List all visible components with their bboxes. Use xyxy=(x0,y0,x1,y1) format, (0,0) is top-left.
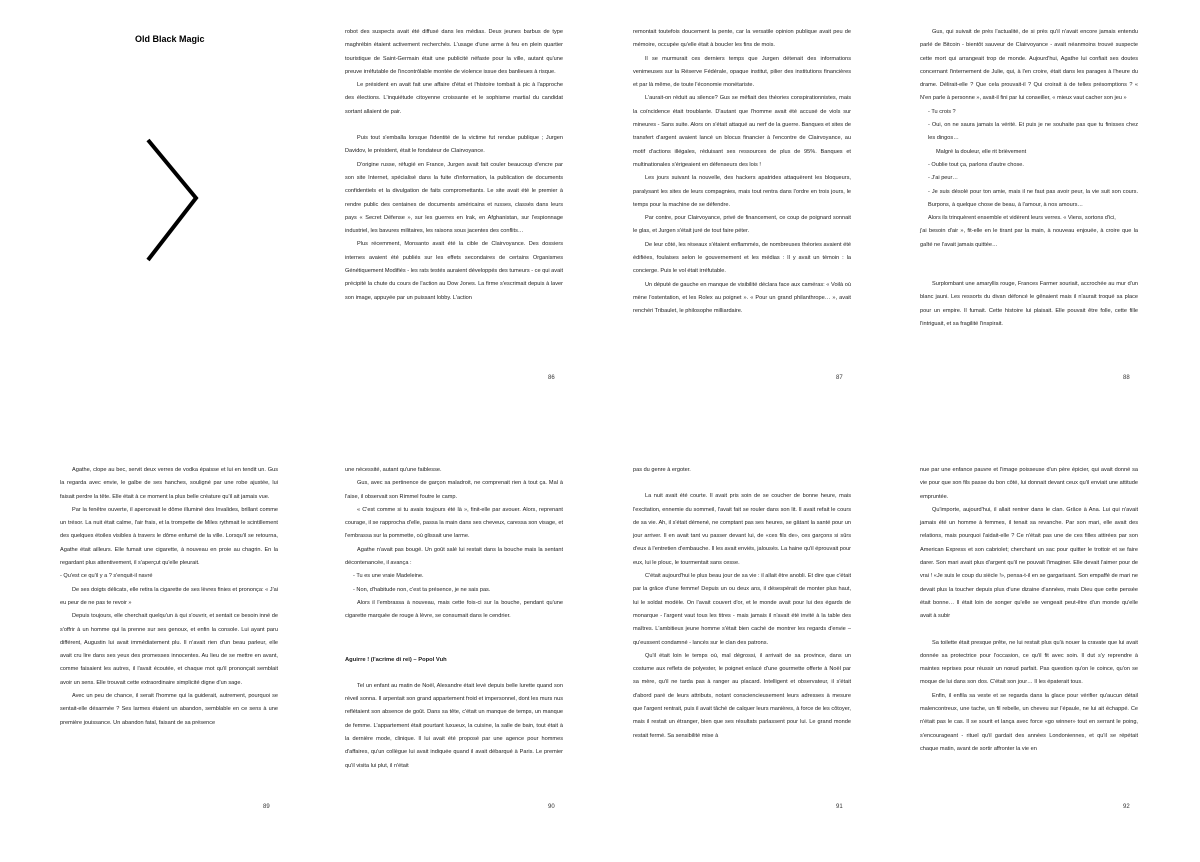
paragraph: Les jours suivant la nouvelle, des hackers apatrides attaquèrent les bloqueurs, paralysant les sites de leurs compagnies, mais tout rentra dans l'ordre en trois jours, le temps pour la machine de se défendre. xyxy=(633,175,851,208)
paragraph: De leur côté, les réseaux s'étaient enflammés, de nombreuses théories avaient été édifiées, foulaises selon le gouvernement et les médias : Il y avait un témoin : la concierge. Puis le vol était irréfutable. xyxy=(633,241,851,275)
paragraph: Agathe n'avait pas bougé. Un goût salé lui restait dans la bouche mais la sentant décontenancée, il avança : xyxy=(345,546,563,567)
dialogue-line: Alors ils trinquèrent ensemble et vidèrent leurs verres. « Viens, sortons d'ici, xyxy=(928,215,1116,222)
paragraph: nue par une enfance pauvre et l'image poisseuse d'un père épicier, qui avait donné sa vie pour que son fils passe du bon côté, lui donnait devant ceux qu'il enviait une attitude empruntée. xyxy=(920,467,1138,500)
page-90 xyxy=(300,438,600,862)
paragraph: C'était aujourd'hui le plus beau jour de sa vie : il allait être anobli. Et dire que c'était par la grâce d'une femme! Depuis un ou deux ans, il désespérait de monter plus haut, lui le soldat modèle. On l'avait couvert d'or, et le monde avait pour lui des égards de monarque - l'argent vaut tous les titres - mais jamais il n'avait été invité à la table des maîtres. L'ambitieux jeune homme s'était bien caché de montrer les regards d'envie – qu'eussent condamné - lancés sur le clan des patrons. xyxy=(633,573,851,646)
dialogue-line: - J'ai peur… xyxy=(928,175,958,182)
page-92 xyxy=(875,438,1175,862)
paragraph: une nécessité, autant qu'une faiblesse. xyxy=(345,467,442,473)
dialogue-line: - Tu crois ? xyxy=(928,108,956,115)
paragraph: Avec un peu de chance, il serait l'homme qui la guiderait, autrement, pourquoi se sentait-elle désarmée ? Ses larmes étaient un abandon, semblable en ce sens à une première jouissance. Un abandon fatal, faisant de sa présence xyxy=(60,693,278,726)
dialogue-line: - Oui, on ne saura jamais la vérité. Et puis je ne souhaite pas que tu finisses chez les dingos… xyxy=(928,122,1138,142)
dialogue-line: - Oublie tout ça, parlons d'autre chose. xyxy=(928,161,1024,168)
paragraph: Surplombant une amaryllis rouge, Frances Farmer souriait, accrochée au mur d'un blanc jauni. Les ressorts du divan défoncé le gênaient mais il n'aurait troqué sa place pour un empire. Il fumait. Cette histoire lui plaisait. Elle pouvait être folle, cette fille l'intriguait, et sa fragilité l'inspirait. xyxy=(920,281,1138,327)
paragraph: Il se murmurait ces derniers temps que Jurgen détenait des informations venimeuses sur la Réserve Fédérale, opaque institut, pilier des institutions financières et par là même, de toute l'économie monétariste. xyxy=(633,55,851,89)
paragraph: Puis tout s'emballa lorsque l'identité de la victime fut rendue publique ; Jurgen Davidov, le président, était le fondateur de Clairvoyance. xyxy=(345,135,563,155)
dialogue-line: - Je suis désolé pour ton amie, mais il ne faut pas avoir peur, la vie suit son cours. Burpons, à quelque chose de beau, à l'amour, à nos amours… xyxy=(928,188,1138,208)
paragraph: Un député de gauche en manque de visibilité déclara face aux caméras: « Voilà où mène l'ostentation, et les Rolex au poignet ». « Pour un grand philanthrope… », avait renchéri Tribaulet, le philosophe milliardaire. xyxy=(633,281,851,315)
paragraph: Enfin, il enfila sa veste et se regarda dans la glace pour vérifier qu'aucun détail malencontreux, une tache, un fil rebelle, un cheveu sur l'épaule, ne lui ait échappé. Ce n'était pas le cas. Il se sourit et lança avec force «go winner» tout en serrant le poing, s'encourageant - rituel qu'il gardait des années Londoniennes, et qu'il se répétait chaque matin, avant de sortir affronter la vie en xyxy=(920,692,1138,752)
paragraph: Alors il l'embrassa à nouveau, mais cette fois-ci sur la bouche, pendant qu'une cigarette marquée de rouge à lèvre, se consumait dans le cendrier. xyxy=(345,599,563,620)
paragraph: La nuit avait été courte. Il avait pris soin de se coucher de bonne heure, mais l'excitation, ennemie du sommeil, l'avait fait se rouler dans son lit. Il avait refait le cours de sa vie. Ah, il s'était démené, ne comptant pas ses heures, se gâtant la santé pour un jour arriver. Il en avait tant vu passer devant lui, de «ces fils de», ces garçons si sûrs d'eux à l'entretien d'embauche. Il les avait enviés, jalousés. La haine qu'il éprouvait pour eux, lui le plouc, le tourmentait sans cesse. xyxy=(633,493,851,566)
paragraph: Agathe, clope au bec, servit deux verres de vodka épaisse et lui en tendit un. Gus la regarda avec envie, le galbe de ses hanches, souligné par une robe ajustée, lui faisait perdre la tête. Elle était à ce moment la plus belle créature qu'il ait jamais vue. xyxy=(60,467,278,500)
paragraph: remontait toutefois doucement la pente, car la versatile opinion publique avait peu de mémoire, occupée qu'elle était à boucler les fins de mois. xyxy=(633,29,851,49)
page-number: 89 xyxy=(263,804,270,810)
paragraph: Par la fenêtre ouverte, il apercevait le dôme illuminé des Invalides, brillant comme un trésor. La nuit était calme, l'air frais, et la trompette de Miles rythmait le scintillement des quelques étoiles visibles à travers le dôme enfumé de la ville. Lorsqu'il se retourna, Agathe était ailleurs. Elle fumait une cigarette, à nouveau en proie au chagrin. En la regardant plus attentivement, il s'aperçut qu'elle pleurait. xyxy=(60,506,278,567)
paragraph: D'origine russe, réfugié en France, Jurgen avait fait couler beaucoup d'encre par son site Internet, spécialisé dans la fuite d'information, la publication de documents confidentiels et la divulgation de faits compromettants. Le site avait été le premier à rendre public des centaines de documents américains et russes, classés dans leurs pays « Secret Défense », sur les guerres en Irak, en Afghanistan, sur l'espionnage industriel, les bavures militaires, les raisons sous jacentes des conflits… xyxy=(345,161,563,235)
paragraph: Depuis toujours, elle cherchait quelqu'un à qui s'ouvrir, et sentait ce besoin inné de s'offrir à un homme qui la prenne sur ses genoux, et enfin la console. Lui ayant paru différent, Augustin lui avait immédiatement plu. Il n'avait rien d'un beau parleur, elle avait cru lire dans ses yeux des promesses innocentes. Au lieu de se mettre en avant, comme faisaient les autres, il l'avait écoutée, et chaque mot qu'il prononçait semblait avoir un sens. Elle trouvait cette extraordinaire simplicité digne d'un sage. xyxy=(60,613,278,686)
book-title: Old Black Magic xyxy=(135,34,205,44)
page-number: 87 xyxy=(836,375,843,381)
page-number: 92 xyxy=(1123,804,1130,810)
paragraph: « C'est comme si tu avais toujours été là », finit-elle par avouer. Alors, reprenant courage, il se rapprocha d'elle, passa la main dans ses cheveux, caressa son visage, et l'embrassa sur la pommette, où glissait une larme. xyxy=(345,506,563,540)
paragraph: Par contre, pour Clairvoyance, privé de financement, ce coup de poignard sonnait le glas, et Jurgen s'était juré de tout faire péter. xyxy=(633,215,851,235)
paragraph: Qu'importe, aujourd'hui, il allait rentrer dans le clan. Grâce à Ana. Lui qui n'avait jamais été un homme à femmes, il tenait sa revanche. Par son mari, elle avait des relations, mais pourquoi l'aidait-elle ? Ce n'était pas une de ces filles attirées par son American Express et son cabriolet; cherchant un sac pour quitter le trottoir et se faire darer. Son mari avait plus d'argent qu'il ne pouvait l'imaginer. Elle devait l'aimer pour de vrai ! «Je suis le coup du siècle !», pensa-t-il en se gargarisant. Son empaffé de mari ne devait plus la toucher depuis plus d'une dizaine d'années, mais Dieu que cette pensée était bonne… Il était loin de songer qu'elle se vengeait peut-être d'un monde qu'elle avait à subir xyxy=(920,506,1138,620)
dialogue-line: Malgré la douleur, elle rit brièvement xyxy=(936,148,1027,155)
dialogue-line: - Non, d'habitude non, c'est ta présence, je ne sais pas. xyxy=(353,586,491,593)
page-number: 90 xyxy=(548,804,555,810)
paragraph: Qu'il était loin le temps où, mal dégrossi, il arrivait de sa province, dans un costume aux reflets de polyester, le poignet enlacé d'une gourmette offerte à Noël par sa mère, qu'il ne tarda pas à ranger au placard. Intelligent et observateur, il s'était d'abord paré de leurs attributs, notant consciencieusement leurs adresses à mesure que l'argent rentrait, puis il avait tâché de calquer leurs manières, à force de les côtoyer, mais il restait un étranger, bien que ses résultats parlassent pour lui. Le grand monde restait fermé. Sa sensibilité mise à xyxy=(633,652,851,739)
dialogue-line: - Qu'est ce qu'il y a ? s'enquit-il navré xyxy=(60,573,153,580)
paragraph: pas du genre à ergoter. xyxy=(633,467,691,473)
paragraph: Gus, qui suivait de près l'actualité, de si près qu'il n'avait encore jamais entendu parlé de Bitcoin - bientôt sauveur de Clairvoyance - avait néanmoins trouvé suspecte cette mort qui arrangeait trop de monde. Aujourd'hui, Agathe lui confiait ses doutes concernant l'internement de Julie, qui, à l'en croire, était dans les parages à l'heure du drame. Délirait-elle ? Que cela prouvait-il ? Qui croirait à de telles présomptions ? « N'en parle à personne », avait-il fini par lui conseiller, « mieux vaut cacher son jeu » xyxy=(920,29,1138,102)
page-86 xyxy=(300,0,600,424)
paragraph: Le président en avait fait une affaire d'état et l'histoire tombait à pic à l'approche des élections. L'inquiétude citoyenne croissante et le sophisme martial du candidat sortant allaient de pair. xyxy=(345,82,563,115)
dialogue-line: - Tu es une vraie Madeleine. xyxy=(353,573,424,580)
page-89 xyxy=(15,438,315,862)
paragraph: Sa toilette était presque prête, ne lui restait plus qu'à nouer la cravate que lui avait donnée sa protectrice pour l'occasion, ce qu'il fit avec soin. Il dut s'y reprendre à maintes reprises pour réussir un nœud parfait. Pas question qu'on le coince, qu'on se moque de lui dans son dos. C'était son jour… Il les épaterait tous. xyxy=(920,639,1138,686)
paragraph: L'aurait-on réduit au silence? Gus se méfiait des théories conspirationnistes, mais la coïncidence était troublante. D'autant que l'homme avait été accusé de viols sur mineures - Sans suite. Alors on s'était attaqué au nerf de la guerre. Banques et sites de transfert d'argent avaient lancé un blocus financier à l'encontre de Clairvoyance, au motif d'actions illégales, réduisant ses ressources de plus de 95%. Banques et multinationales s'érigeaient en défenseurs des lois ! xyxy=(633,95,851,168)
paragraph: De ses doigts délicats, elle retira la cigarette de ses lèvres finies et prononça: « J'ai eu peur de ne pas te revoir » xyxy=(60,586,278,606)
paragraph: j'ai besoin d'air », fit-elle en le tirant par la main, à nouveau enjouée, à croire que la gaîté ne l'avait jamais quittée… xyxy=(920,228,1138,248)
paragraph: Tel un enfant au matin de Noël, Alexandre était levé depuis belle lurette quand son réveil sonna. Il arpentait son grand appartement froid et impersonnel, dont les murs nus reflétaient son absence de goût. Dans sa tête, c'était un manque de temps, un manque de femme. L'appartement était pourtant luxueux, la cuisine, la salle de bain, tout était à la dernière mode, clinique. Il lui avait été proposé par une agence pour hommes d'affaires, qu'un collègue lui avait indiquée quand il avait débarqué à Paris. Le premier qu'il visita lui plut, il n'était xyxy=(345,682,563,769)
page-91 xyxy=(588,438,888,862)
page-number: 88 xyxy=(1123,375,1130,381)
section-heading: Aguirre ! (l'acrime di rei) – Popol Vuh xyxy=(345,656,447,663)
page-88 xyxy=(875,0,1175,424)
page-number: 86 xyxy=(548,375,555,381)
page-number: 91 xyxy=(836,804,843,810)
paragraph: Plus récemment, Monsanto avait été la cible de Clairvoyance. Des dossiers internes avaient été publiés sur les effets secondaires de certains Organismes Génétiquement Modifiés - les rats testés auraient développés des tumeurs - ce qui avait précipité la chute du cours de l'action au Dow Jones. La firme s'escrimait depuis à laver son image, appuyée par un puissant lobby. L'action xyxy=(345,241,563,301)
paragraph: robot des suspects avait été diffusé dans les médias. Deux jeunes barbus de type maghrébin étaient activement recherchés. L'usage d'une arme à feu en plein quartier touristique de Saint-Germain était une publicité néfaste pour la ville, autant qu'une preuve irréfutable de l'incontrôlable montée de violence issue des banlieues à risque. xyxy=(345,29,563,75)
page-87 xyxy=(588,0,888,424)
chevron-right-icon xyxy=(140,136,200,266)
paragraph: Gus, avec sa pertinence de garçon maladroit, ne comprenait rien à tout ça. Mal à l'aise, il observait son Rimmel foutre le camp. xyxy=(345,480,563,500)
